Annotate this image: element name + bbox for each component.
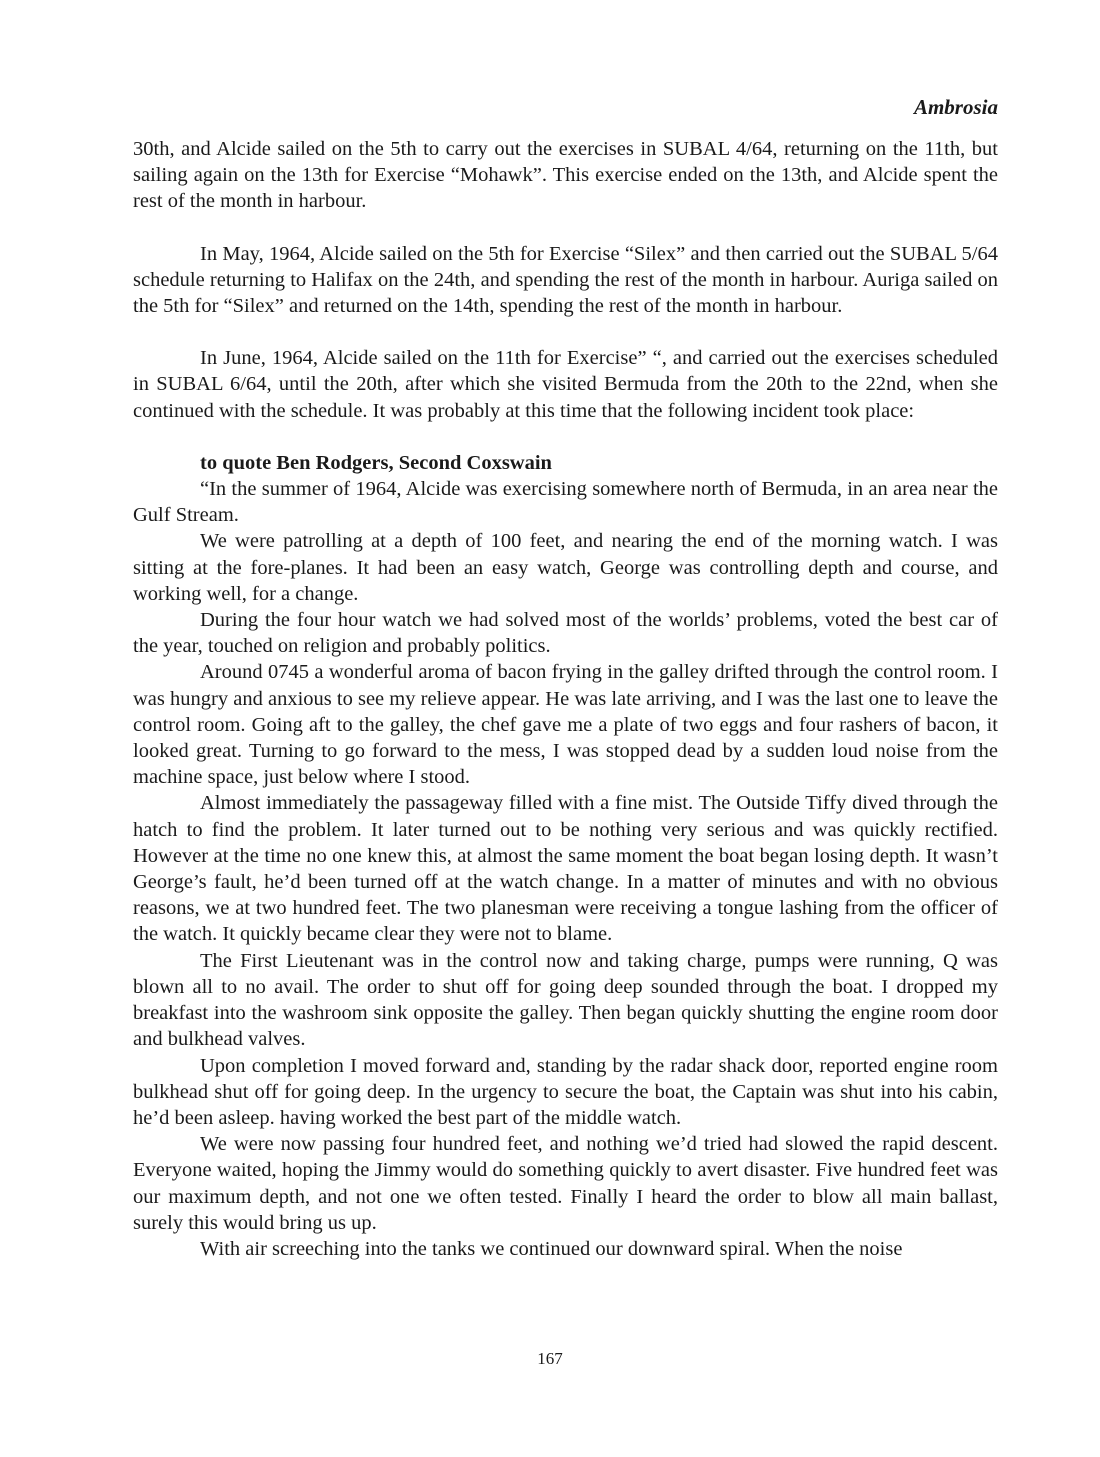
paragraph-april-summary: 30th, and Alcide sailed on the 5th to carry out the exercises in SUBAL 4/64, returning on the 11th, but sailing again on the 13th for Exercise “Mohawk”. This exercise ended on the 13th, and Alcide spent the rest of the month in harbour. — [133, 138, 998, 213]
paragraph-may-1964: In May, 1964, Alcide sailed on the 5th for Exercise “Silex” and then carried out the SUBAL 5/64 schedule returning to Halifax on the 24th, and spending the rest of the month in harbour. Auriga sailed on the 5th for “Silex” and returned on the 14th, spending the rest of the month in harbour. — [133, 242, 998, 318]
quote-paragraph: We were patrolling at a depth of 100 feet, and nearing the end of the morning watch. I was sitting at the fore-planes. It had been an easy watch, George was controlling depth and course, and working well, for a change. — [133, 530, 998, 605]
quote-attribution-heading: to quote Ben Rodgers, Second Coxswain — [200, 451, 552, 474]
paragraph-june-1964: In June, 1964, Alcide sailed on the 11th for Exercise” “, and carried out the exercises scheduled in SUBAL 6/64, until the 20th, after which she visited Bermuda from the 20th to the 22nd, when she continued with the schedule. It was probably at this time that the following incident took place: — [133, 347, 998, 422]
quote-paragraph: The First Lieutenant was in the control now and taking charge, pumps were running, Q was blown all to no avail. The order to shut off for going deep sounded through the boat. I dropped my breakfast into the washroom sink opposite the galley. Then began quickly shutting the engine room door and bulkhead valves. — [133, 949, 998, 1051]
page-number: 167 — [537, 1349, 563, 1368]
quote-paragraph: Around 0745 a wonderful aroma of bacon frying in the galley drifted through the control room. I was hungry and anxious to see my relieve appear. He was late arriving, and I was the last one to leave the control room. Going aft to the galley, the chef gave me a plate of two eggs and four rashers of bacon, it looked great. Turning to go forward to the mess, I was stopped dead by a sudden loud noise from the machine space, just below where I stood. — [133, 661, 998, 789]
quote-paragraph: Upon completion I moved forward and, standing by the radar shack door, reported engine room bulkhead shut off for going deep. In the urgency to secure the boat, the Captain was shut into his cabin, he’d been asleep. having worked the best part of the middle watch. — [133, 1054, 998, 1129]
quote-paragraph: We were now passing four hundred feet, and nothing we’d tried had slowed the rapid descent. Everyone waited, hoping the Jimmy would do something quickly to avert disaster. Five hundred feet was our maximum depth, and not one we often tested. Finally I heard the order to blow all main ballast, surely this would bring us up. — [133, 1133, 998, 1234]
quote-paragraph: “In the summer of 1964, Alcide was exercising somewhere north of Bermuda, in an area near the Gulf Stream. — [133, 478, 998, 527]
quote-paragraph: With air screeching into the tanks we continued our downward spiral. When the noise — [200, 1237, 903, 1260]
body-text — [133, 136, 998, 1262]
quote-paragraph: Almost immediately the passageway filled with a fine mist. The Outside Tiffy dived through the hatch to find the problem. It later turned out to be nothing very serious and was quickly rectified. However at the time no one knew this, at almost the same moment the boat began losing depth. It wasn’t George’s fault, he’d been turned off at the watch change. In a matter of minutes and with no obvious reasons, we at two hundred feet. The two planesman were receiving a tongue lashing from the officer of the watch. It quickly became clear they were not to blame. — [133, 792, 998, 946]
quote-paragraph: During the four hour watch we had solved most of the worlds’ problems, voted the best car of the year, touched on religion and probably politics. — [133, 609, 998, 658]
running-header-title: Ambrosia — [913, 95, 998, 119]
